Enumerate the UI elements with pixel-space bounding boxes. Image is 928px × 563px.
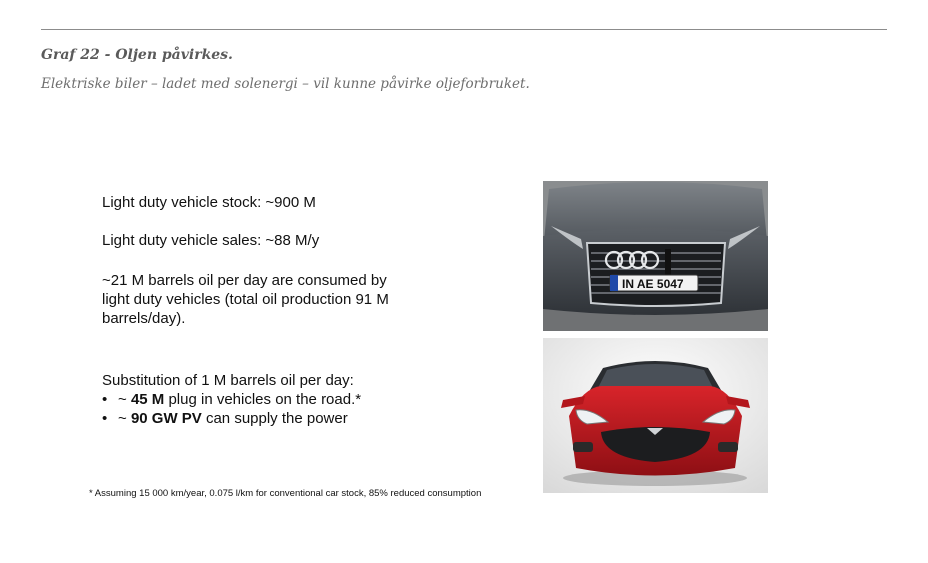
bullet-marker: • [102,391,108,408]
bullet-prefix: ~ [118,410,131,427]
bullet-text: plug in vehicles on the road.* [164,391,362,408]
top-rule [41,29,887,30]
page-subtitle: Elektriske biler – ladet med solenergi – vil kunne påvirke oljeforbruket. [41,76,530,92]
bullet-emphasis: 45 M [130,391,165,408]
bullet-prefix: ~ [118,391,131,408]
list-item [102,390,361,409]
bullet-marker: • [102,410,108,427]
page-title: Graf 22 - Oljen påvirkes. [41,47,233,63]
license-plate-text: IN AE 5047 [622,277,684,291]
vehicle-sales-text: Light duty vehicle sales: ~88 M/y [102,232,320,249]
footnote: * Assuming 15 000 km/year, 0.075 l/km for conventional car stock, 85% reduced consumption [89,488,482,499]
substitution-list [102,390,361,428]
oil-consumption-text: ~21 M barrels oil per day are consumed by light duty vehicles (total oil production 91 M barrels/day). [102,272,389,327]
bullet-emphasis: 90 GW PV [130,410,202,427]
tesla-car-photo [543,338,768,493]
bullet-text: can supply the power [201,410,348,427]
list-item [102,409,361,428]
vehicle-stock-text: Light duty vehicle stock: ~900 M [102,194,316,211]
substitution-heading: Substitution of 1 M barrels oil per day: [102,372,354,389]
audi-car-photo [543,181,768,331]
